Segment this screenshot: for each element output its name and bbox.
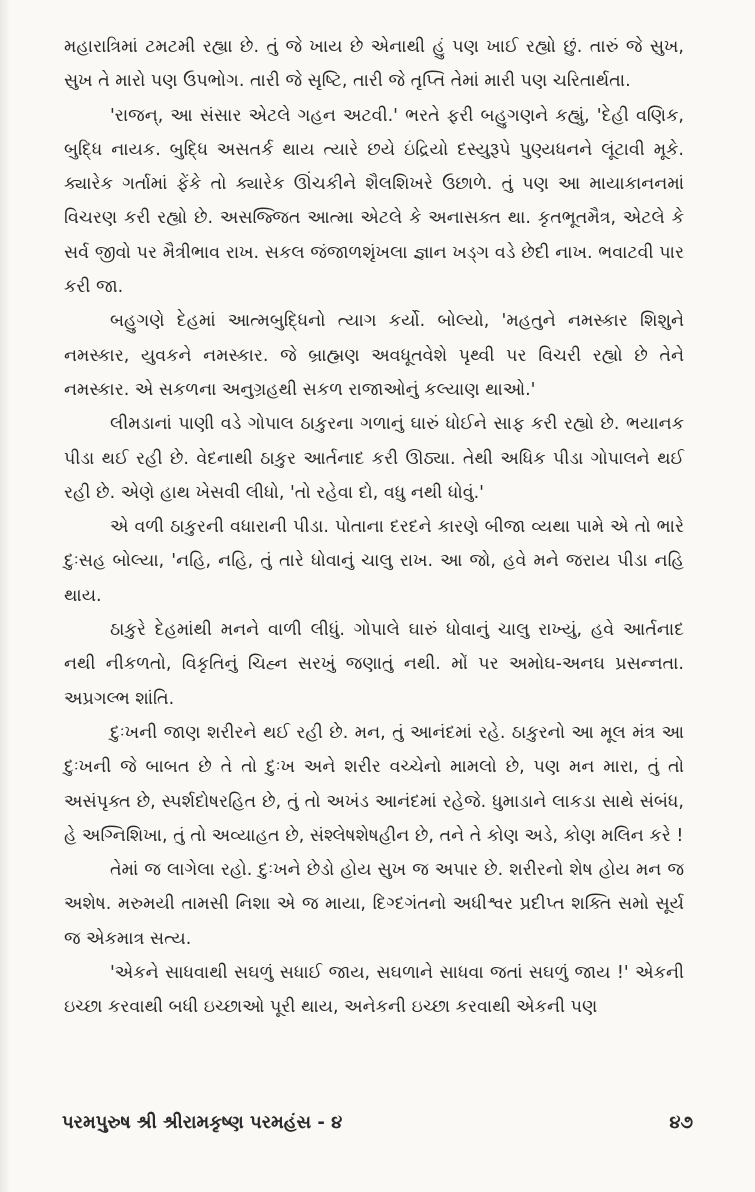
page-body xyxy=(64,30,684,1025)
paragraph-9: 'એકને સાધવાથી સઘળું સધાઈ જાય, સઘળાને સાધવા જતાં સઘળું જાય !' એકની ઇચ્છા કરવાથી બધી ઇચ્છાઓ પૂરી થાય, અનેકની ઇચ્છા કરવાથી એકની પણ xyxy=(64,963,684,1018)
paragraph-2: 'રાજન્, આ સંસાર એટલે ગહન અટવી.' ભરતે ફરી બહુગણને કહ્યું, 'દેહી વણિક, બુદ્ધિ નાયક. બુદ્ધિ અસતર્ક થાય ત્યારે છયે ઇંદ્રિયો દસ્યુરૂપે પુણ્યધનને લૂંટાવી મૂકે. ક્યારેક ગર્તામાં ફેંકે તો ક્યારેક ઊંચકીને શૈલશિખરે ઉછાળે. તું પણ આ માયાકાનનમાં વિચરણ કરી રહ્યો છે. અસજ્જિત આત્મા એટલે કે અનાસક્ત થા. કૃતભૂતમૈત્ર, એટલે કે સર્વ જીવો પર મૈત્રીભાવ રાખ. સકલ જંજાળશૃંખલા જ્ઞાન ખડ્ગ વડે છેદી નાખ. ભવાટવી પાર કરી જા. xyxy=(64,105,684,298)
running-footer-title: પરમપુરુષ શ્રી શ્રીરામકૃષ્ણ પરમહંસ - ૪ xyxy=(62,1112,343,1133)
paragraph-1: મહારાત્રિમાં ટમટમી રહ્યા છે. તું જે ખાય છે એનાથી હું પણ ખાઈ રહ્યો છું. તારું જે સુખ, સુખ તે મારો પણ ઉપભોગ. તારી જે સૃષ્ટિ, તારી જે તૃપ્તિ તેમાં મારી પણ ચરિતાર્થતા. xyxy=(64,37,684,92)
page-gutter-shadow xyxy=(0,0,10,1192)
paragraph-7: દુઃખની જાણ શરીરને થઈ રહી છે. મન, તું આનંદમાં રહે. ઠાકુરનો આ મૂલ મંત્ર આ દુઃખની જે બાબત છે તે તો દુઃખ અને શરીર વચ્ચેનો મામલો છે, પણ મન મારા, તું તો અસંપૃક્ત છે, સ્પર્શદોષરહિત છે, તું તો અખંડ આનંદમાં રહેજે. ધુમાડાને લાકડા સાથે સંબંધ, હે અગ્નિશિખા, તું તો અવ્યાહત છે, સંશ્લેષશેષહીન છે, તને તે કોણ અડે, કોણ મલિન કરે ! xyxy=(64,722,684,846)
paragraph-5: એ વળી ઠાકુરની વધારાની પીડા. પોતાના દરદને કારણે બીજા વ્યથા પામે એ તો ભારે દુઃસહ બોલ્યા, 'નહિ, નહિ, તું તારે ધોવાનું ચાલુ રાખ. આ જો, હવે મને જરાય પીડા નહિ થાય. xyxy=(64,517,684,606)
page-footer xyxy=(40,1112,707,1133)
paragraph-3: બહુગણે દેહમાં આત્મબુદ્ધિનો ત્યાગ કર્યો. બોલ્યો, 'મહતુને નમસ્કાર શિશુને નમસ્કાર, યુવકને નમસ્કાર. જે બ્રાહ્મણ અવધૂતવેશે પૃથ્વી પર વિચરી રહ્યો છે તેને નમસ્કાર. એ સકળના અનુગ્રહથી સકળ રાજાઓનું કલ્યાણ થાઓ.' xyxy=(64,311,684,400)
paragraph-8: તેમાં જ લાગેલા રહો. દુઃખને છેડો હોય સુખ જ અપાર છે. શરીરનો શેષ હોય મન જ અશેષ. મરુમયી તામસી નિશા એ જ માયા, દિગ્દગંતનો અધીશ્વર પ્રદીપ્ત શક્તિ સમો સૂર્ય જ એકમાત્ર સત્ય. xyxy=(64,860,684,949)
paragraph-6: ઠાકુરે દેહમાંથી મનને વાળી લીધું. ગોપાલે ઘારું ધોવાનું ચાલુ રાખ્યું, હવે આર્તનાદ નથી નીકળતો, વિકૃતિનું ચિહ્ન સરખું જણાતું નથી. મોં પર અમોઘ-અનઘ પ્રસન્નતા. અપ્રગલ્ભ શાંતિ. xyxy=(64,620,684,709)
page-number: ૪૭ xyxy=(669,1112,693,1133)
paragraph-4: લીમડાનાં પાણી વડે ગોપાલ ઠાકુરના ગળાનું ઘારું ધોઈને સાફ કરી રહ્યો છે. ભયાનક પીડા થઈ રહી છે. વેદનાથી ઠાકુર આર્તનાદ કરી ઊઠ્યા. તેથી અધિક પીડા ગોપાલને થઈ રહી છે. એણે હાથ ખેસવી લીધો, 'તો રહેવા દો, વધુ નથી ધોવું.' xyxy=(64,414,684,503)
